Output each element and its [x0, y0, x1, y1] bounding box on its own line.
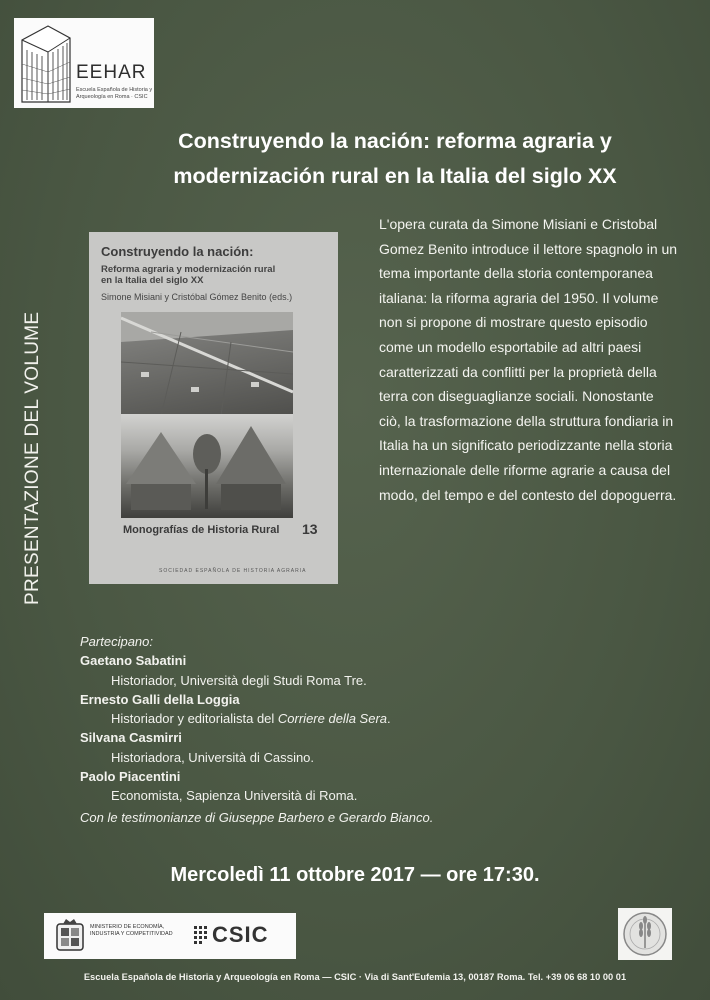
participants-label: Partecipano: — [80, 634, 153, 649]
seal-logo — [618, 908, 672, 960]
cover-subtitle — [101, 264, 321, 286]
csic-mark-icon — [194, 926, 210, 946]
participant-name: Silvana Casmirri — [80, 730, 182, 746]
logo-subtitle: Escuela Española de Historia y Arqueología en Roma · CSIC — [76, 87, 153, 100]
description: L'opera curata da Simone Misiani e Cristobal Gomez Benito introduce il lettore spagnolo in un tema importante della storia contemporanea italiana: la riforma agraria del 1950. Il volume non si propone di mostrare questo episodio come un modello esportabile ad altri paesi caratterizzati da conflitti per la proprietà della terra con diseguaglianze sociali. Nonostante ciò, la trasformazione della struttura fondiaria in Italia ha un significato periodizzante nella storia internazionale delle riforme agrarie a causa del modo, del tempo e del contesto del dopoguerra. — [379, 216, 678, 503]
participant-name: Paolo Piacentini — [80, 769, 181, 785]
coat-of-arms-icon — [52, 918, 88, 954]
cover-subtitle-line-2: en la Italia del siglo XX — [101, 275, 204, 286]
participant-role-prefix: Historiador y editorialista del — [111, 711, 278, 727]
participant-role: Historiadora, Università di Cassino. — [111, 749, 315, 765]
cover-series: Monografías de Historia Rural — [123, 524, 280, 536]
newspaper-name: Corriere della Sera — [277, 711, 388, 727]
cover-title: Construyendo la nación: — [101, 244, 254, 259]
participant-role — [80, 709, 680, 728]
cover-photo-huts — [121, 414, 293, 518]
participant-role-suffix: . — [387, 711, 391, 727]
book-cover — [89, 232, 338, 584]
event-date: Mercoledì 11 ottobre 2017 — ore 17:30. — [170, 864, 540, 886]
aerial-fields-image — [121, 312, 293, 416]
participant-name: Gaetano Sabatini — [80, 653, 187, 669]
cover-authors: Simone Misiani y Cristóbal Gómez Benito (eds.) — [101, 292, 293, 302]
cover-number: 13 — [302, 521, 318, 537]
title-line-1: Construyendo la nación: reforma agraria y — [178, 129, 612, 153]
building-icon — [18, 22, 74, 104]
side-label: PRESENTAZIONE DEL VOLUME — [22, 311, 43, 605]
footer-address: Escuela Española de Historia y Arqueología en Roma — CSIC · Via di Sant'Eufemia 13, 00187 Roma. Tel. +39 06 68 10 00 01 — [83, 972, 627, 982]
page-title — [95, 124, 695, 194]
thatched-huts-image — [121, 414, 293, 518]
ministry-name: MINISTERIO DE ECONOMÍA, INDUSTRIA Y COMPETITIVIDAD — [90, 924, 173, 937]
ministry-csic-logo — [44, 913, 296, 959]
cover-subtitle-line-1: Reforma agraria y modernización rural — [101, 264, 276, 275]
cover-publisher: SOCIEDAD ESPAÑOLA DE HISTORIA AGRARIA — [159, 568, 307, 574]
cover-photo-fields — [121, 312, 293, 416]
participants — [80, 632, 680, 827]
participant-name: Ernesto Galli della Loggia — [80, 691, 240, 707]
eehar-logo — [14, 18, 154, 108]
csic-logo-text: CSIC — [212, 922, 269, 947]
title-line-2: modernización rural en la Italia del siglo XX — [173, 164, 617, 188]
testimonies-note: Con le testimonianze di Giuseppe Barbero e Gerardo Bianco. — [80, 809, 434, 825]
participant-role: Historiador, Università degli Studi Roma Tre. — [111, 672, 367, 688]
participant-role: Economista, Sapienza Università di Roma. — [111, 788, 358, 804]
logo-name: EEHAR — [76, 62, 147, 83]
wheat-seal-icon — [618, 908, 672, 960]
